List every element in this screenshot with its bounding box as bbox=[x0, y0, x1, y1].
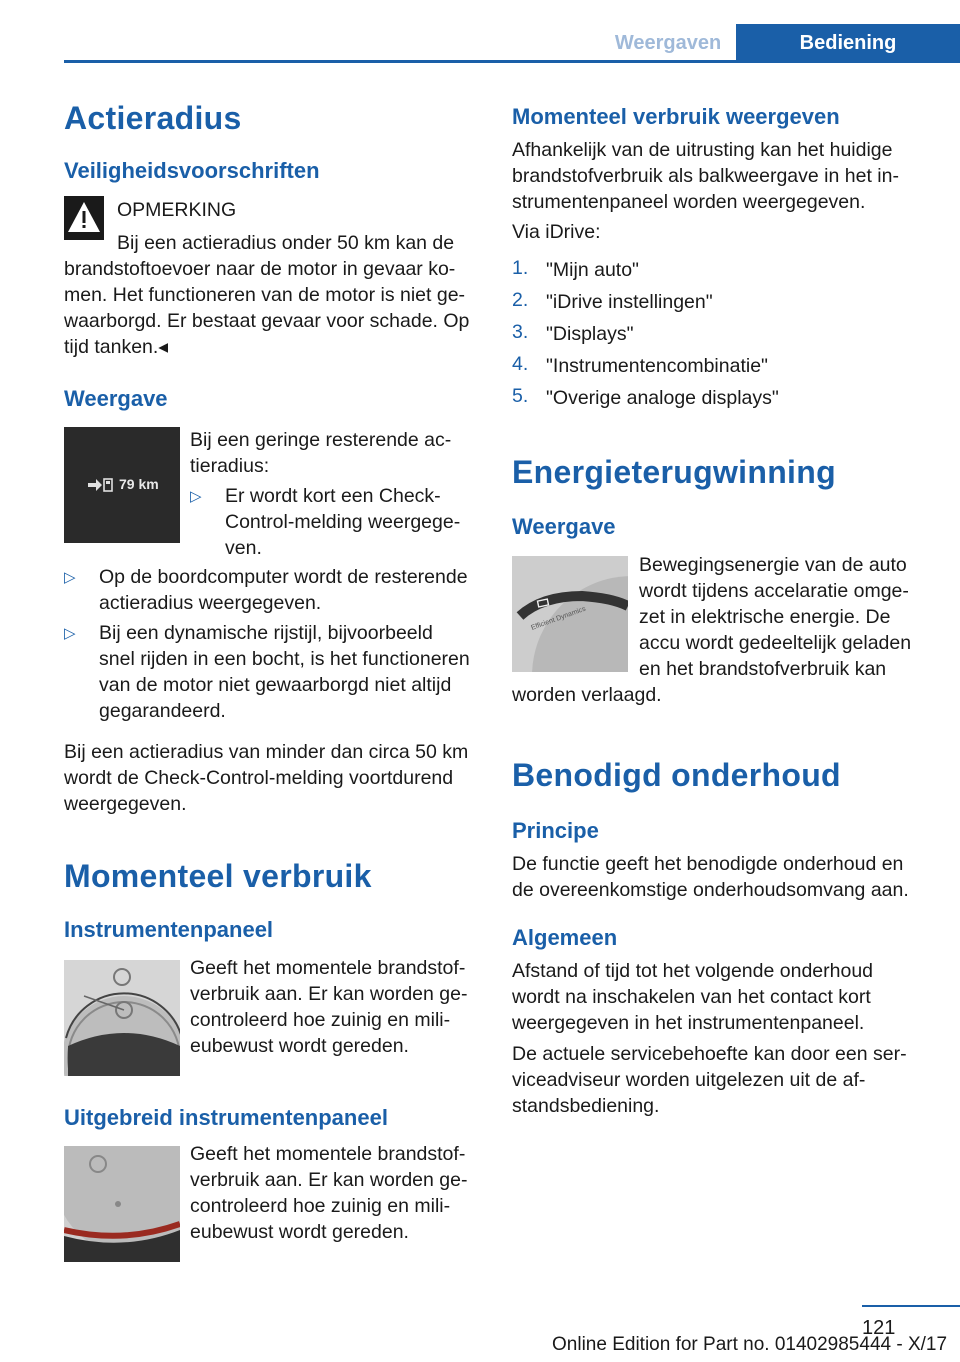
step-label: "Instrumentencombinatie" bbox=[546, 355, 768, 377]
heading-principe: Principe bbox=[512, 818, 599, 843]
bullet-text: Bij een dynamische rijstijl, bijvoorbeeld bbox=[99, 622, 433, 644]
heading-uitgebreid-instrumentenpaneel: Uitgebreid instrumentenpaneel bbox=[64, 1105, 388, 1130]
step-label: "iDrive instellingen" bbox=[546, 291, 713, 313]
heading-algemeen: Algemeen bbox=[512, 925, 618, 950]
bullet-text: van de motor niet gewaarborgd niet altijd bbox=[99, 674, 452, 696]
edition-text: Online Edition for Part no. 01402985444 - X/17 bbox=[552, 1334, 948, 1355]
bullet-triangle-icon: ▷ bbox=[64, 625, 76, 642]
algemeen-text: standsbediening. bbox=[512, 1095, 660, 1117]
algemeen-text: Afstand of tijd tot het volgende onderhoud bbox=[512, 960, 874, 982]
fuel-gauge-image bbox=[64, 960, 180, 1076]
step-label: "Mijn auto" bbox=[546, 259, 639, 281]
range-display-image bbox=[64, 427, 180, 543]
algemeen-text: weergegeven in het instrumentenpaneel. bbox=[512, 1012, 865, 1034]
heading-instrumentenpaneel: Instrumentenpaneel bbox=[64, 917, 274, 942]
header-rule bbox=[64, 60, 960, 63]
energie-text: en het brandstofverbruik kan bbox=[639, 658, 887, 680]
instrumentenpaneel-text: Geeft het momentele brandstof- bbox=[190, 957, 466, 979]
heading-actieradius: Actieradius bbox=[64, 100, 242, 136]
opmerking-line: waarborgd. Er bestaat gevaar voor schade. Op bbox=[64, 310, 470, 332]
energie-text: worden verlaagd. bbox=[512, 684, 662, 706]
opmerking-line: Bij een actieradius onder 50 km kan de bbox=[117, 232, 455, 254]
bullet-text: Control-melding weergege- bbox=[225, 511, 461, 533]
verbruik-weergeven-text: strumentenpaneel worden weergegeven. bbox=[512, 191, 866, 213]
heading-verbruik-weergeven: Momenteel verbruik weergeven bbox=[512, 104, 840, 129]
energie-text: Bewegingsenergie van de auto bbox=[639, 554, 907, 576]
bullet-text: Er wordt kort een Check- bbox=[225, 485, 441, 507]
weergave-intro: Bij een geringe resterende ac- bbox=[190, 429, 452, 451]
heading-veiligheidsvoorschriften: Veiligheidsvoorschriften bbox=[64, 158, 320, 183]
actieradius-note: wordt de Check-Control-melding voortdurend bbox=[64, 767, 454, 789]
actieradius-note: Bij een actieradius van minder dan circa 50 km bbox=[64, 741, 469, 763]
verbruik-weergeven-text: Afhankelijk van de uitrusting kan het huidige bbox=[512, 139, 893, 161]
heading-momenteel-verbruik: Momenteel verbruik bbox=[64, 858, 372, 894]
step-number: 3. bbox=[512, 321, 529, 343]
step-label: "Overige analoge displays" bbox=[546, 387, 779, 409]
heading-benodigd-onderhoud: Benodigd onderhoud bbox=[512, 757, 841, 793]
uitgebreid-text: Geeft het momentele brandstof- bbox=[190, 1143, 466, 1165]
opmerking-label: OPMERKING bbox=[117, 199, 237, 221]
bullet-text: ven. bbox=[225, 537, 262, 559]
heading-weergave: Weergave bbox=[64, 386, 168, 411]
warning-icon bbox=[64, 196, 104, 240]
range-reading: 79 km bbox=[119, 476, 159, 492]
heading-energieterugwinning: Energieterugwinning bbox=[512, 454, 836, 490]
heading-energie-weergave: Weergave bbox=[512, 514, 616, 539]
energie-text: accu wordt gedeeltelijk geladen bbox=[639, 632, 912, 654]
uitgebreid-text: controleerd hoe zuinig en mili- bbox=[190, 1195, 451, 1217]
bullet-text: gegarandeerd. bbox=[99, 700, 226, 722]
opmerking-line: men. Het functioneren van de motor is niet ge- bbox=[64, 284, 466, 306]
opmerking-line: brandstoftoevoer naar de motor in gevaar ko- bbox=[64, 258, 456, 280]
bullet-triangle-icon: ▷ bbox=[64, 569, 76, 586]
bullet-text: actieradius weergegeven. bbox=[99, 592, 322, 614]
actieradius-note: weergegeven. bbox=[64, 793, 187, 815]
uitgebreid-text: eubewust wordt gereden. bbox=[190, 1221, 409, 1243]
bullet-triangle-icon: ▷ bbox=[190, 488, 202, 505]
algemeen-text: viceadviseur worden uitgelezen uit de af- bbox=[512, 1069, 866, 1091]
opmerking-line: tijd tanken.◂ bbox=[64, 336, 169, 358]
uitgebreid-text: verbruik aan. Er kan worden ge- bbox=[190, 1169, 468, 1191]
page-number: 121 bbox=[862, 1317, 896, 1339]
step-label: "Displays" bbox=[546, 323, 634, 345]
step-number: 5. bbox=[512, 385, 529, 407]
weergave-intro: tieradius: bbox=[190, 455, 270, 477]
extended-gauge-image bbox=[64, 1146, 180, 1262]
footer-rule bbox=[862, 1305, 960, 1307]
via-idrive: Via iDrive: bbox=[512, 221, 601, 243]
instrumentenpaneel-text: controleerd hoe zuinig en mili- bbox=[190, 1009, 451, 1031]
bullet-text: Op de boordcomputer wordt de resterende bbox=[99, 566, 468, 588]
energie-text: zet in elektrische energie. De bbox=[639, 606, 891, 628]
algemeen-text: De actuele servicebehoefte kan door een ser- bbox=[512, 1043, 907, 1065]
algemeen-text: wordt na inschakelen van het contact kort bbox=[512, 986, 871, 1008]
step-number: 1. bbox=[512, 257, 529, 279]
instrumentenpaneel-text: verbruik aan. Er kan worden ge- bbox=[190, 983, 468, 1005]
bullet-text: snel rijden in een bocht, is het functioneren bbox=[99, 648, 470, 670]
step-number: 4. bbox=[512, 353, 529, 375]
step-number: 2. bbox=[512, 289, 529, 311]
verbruik-weergeven-text: brandstofverbruik als balkweergave in het in- bbox=[512, 165, 899, 187]
gauge-label: Efficient Dynamics bbox=[530, 605, 587, 632]
instrumentenpaneel-text: eubewust wordt gereden. bbox=[190, 1035, 409, 1057]
principe-text: de overeenkomstige onderhoudsomvang aan. bbox=[512, 879, 909, 901]
principe-text: De functie geeft het benodigde onderhoud en bbox=[512, 853, 904, 875]
efficient-dynamics-gauge-image bbox=[512, 556, 628, 672]
energie-text: wordt tijdens accelaratie omge- bbox=[639, 580, 909, 602]
tab-weergaven[interactable]: Weergaven bbox=[600, 24, 736, 63]
tab-bediening[interactable]: Bediening bbox=[736, 24, 960, 63]
